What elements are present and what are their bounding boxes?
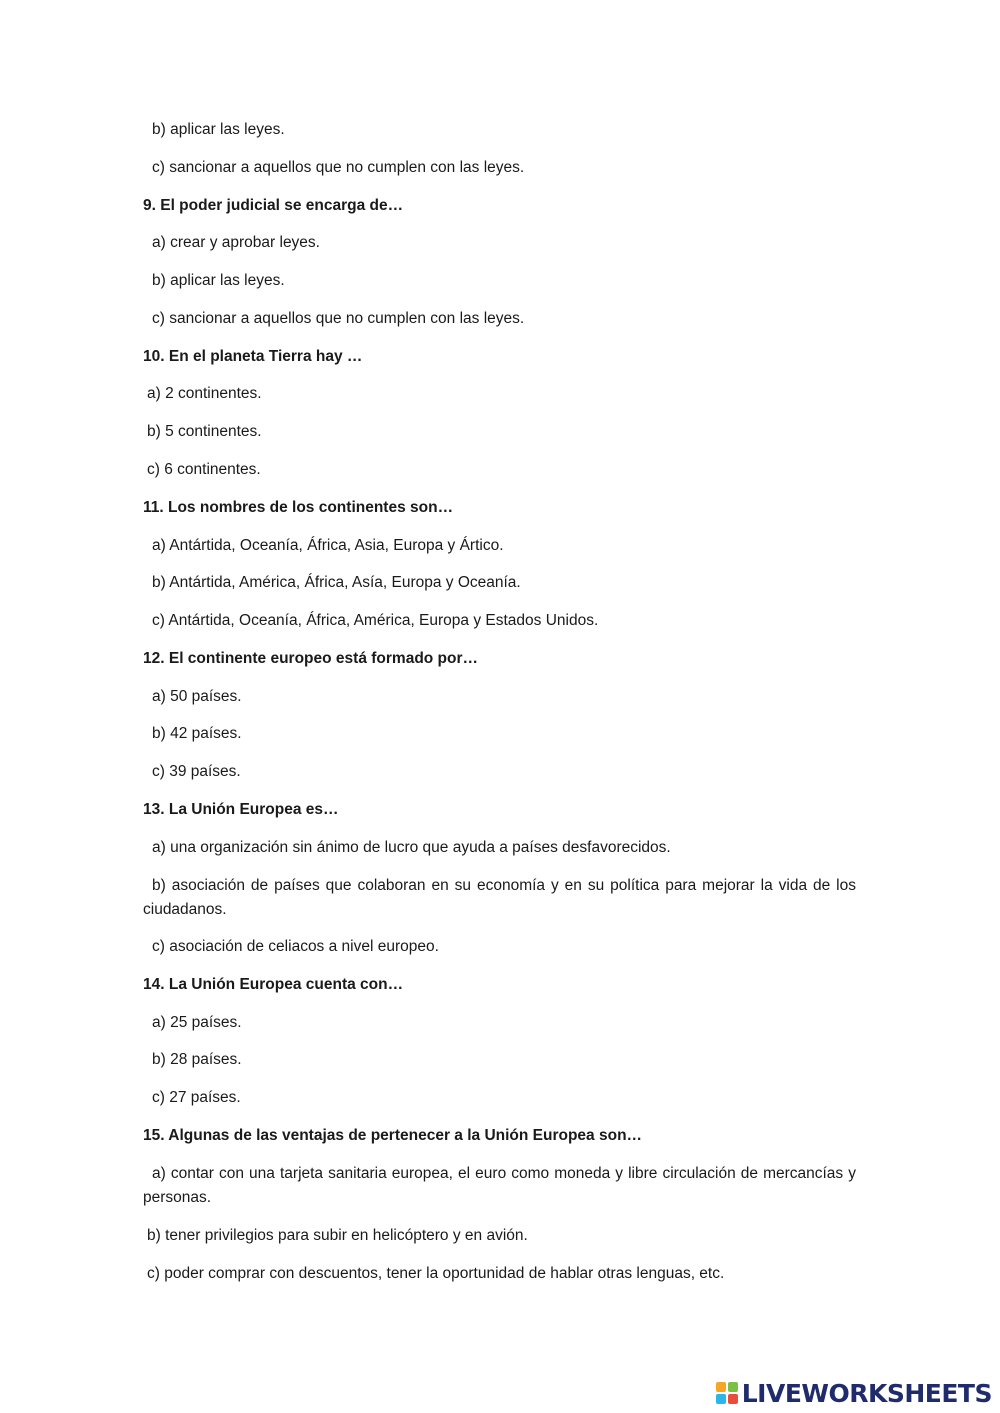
logo-text: LIVEWORKSHEETS <box>741 1378 992 1408</box>
option-line: c) 39 países. <box>152 763 241 780</box>
option-line: a) contar con una tarjeta sanitaria europea, el euro como moneda y libre circulación de mercancías y personas. <box>143 1165 856 1206</box>
logo-squares-icon <box>716 1382 738 1404</box>
option-line: a) 50 países. <box>152 688 242 705</box>
option-line: b) tener privilegios para subir en helicóptero y en avión. <box>147 1227 528 1244</box>
liveworksheets-logo <box>716 1378 992 1408</box>
question-11: 11. Los nombres de los continentes son… <box>143 499 454 516</box>
option-line: b) 5 continentes. <box>147 423 262 440</box>
option-line: a) crear y aprobar leyes. <box>152 234 320 251</box>
option-line: a) 2 continentes. <box>147 385 262 402</box>
option-line: c) 6 continentes. <box>147 461 261 478</box>
option-line: c) sancionar a aquellos que no cumplen con las leyes. <box>152 310 525 327</box>
question-12: 12. El continente europeo está formado por… <box>143 650 479 667</box>
question-9: 9. El poder judicial se encarga de… <box>143 197 404 214</box>
question-14: 14. La Unión Europea cuenta con… <box>143 976 404 993</box>
option-line: b) asociación de países que colaboran en su economía y en su política para mejorar la vida de los ciudadanos. <box>143 877 856 918</box>
option-line: b) aplicar las leyes. <box>152 272 285 289</box>
question-13: 13. La Unión Europea es… <box>143 801 339 818</box>
question-15: 15. Algunas de las ventajas de pertenecer a la Unión Europea son… <box>143 1127 643 1144</box>
question-10: 10. En el planeta Tierra hay … <box>143 348 363 365</box>
option-line: c) asociación de celiacos a nivel europeo. <box>152 938 439 955</box>
option-line: c) Antártida, Oceanía, África, América, Europa y Estados Unidos. <box>152 612 599 629</box>
option-line: a) Antártida, Oceanía, África, Asia, Europa y Ártico. <box>152 537 504 554</box>
option-line: b) Antártida, América, África, Asía, Europa y Oceanía. <box>152 574 521 591</box>
option-line: c) sancionar a aquellos que no cumplen con las leyes. <box>152 159 525 176</box>
option-line: b) 28 países. <box>152 1051 242 1068</box>
option-line: b) 42 países. <box>152 725 242 742</box>
option-line: c) 27 países. <box>152 1089 241 1106</box>
option-line: a) una organización sin ánimo de lucro que ayuda a países desfavorecidos. <box>152 839 671 856</box>
option-line: c) poder comprar con descuentos, tener la oportunidad de hablar otras lenguas, etc. <box>147 1265 725 1282</box>
option-line: b) aplicar las leyes. <box>152 121 285 138</box>
option-line: a) 25 países. <box>152 1014 242 1031</box>
